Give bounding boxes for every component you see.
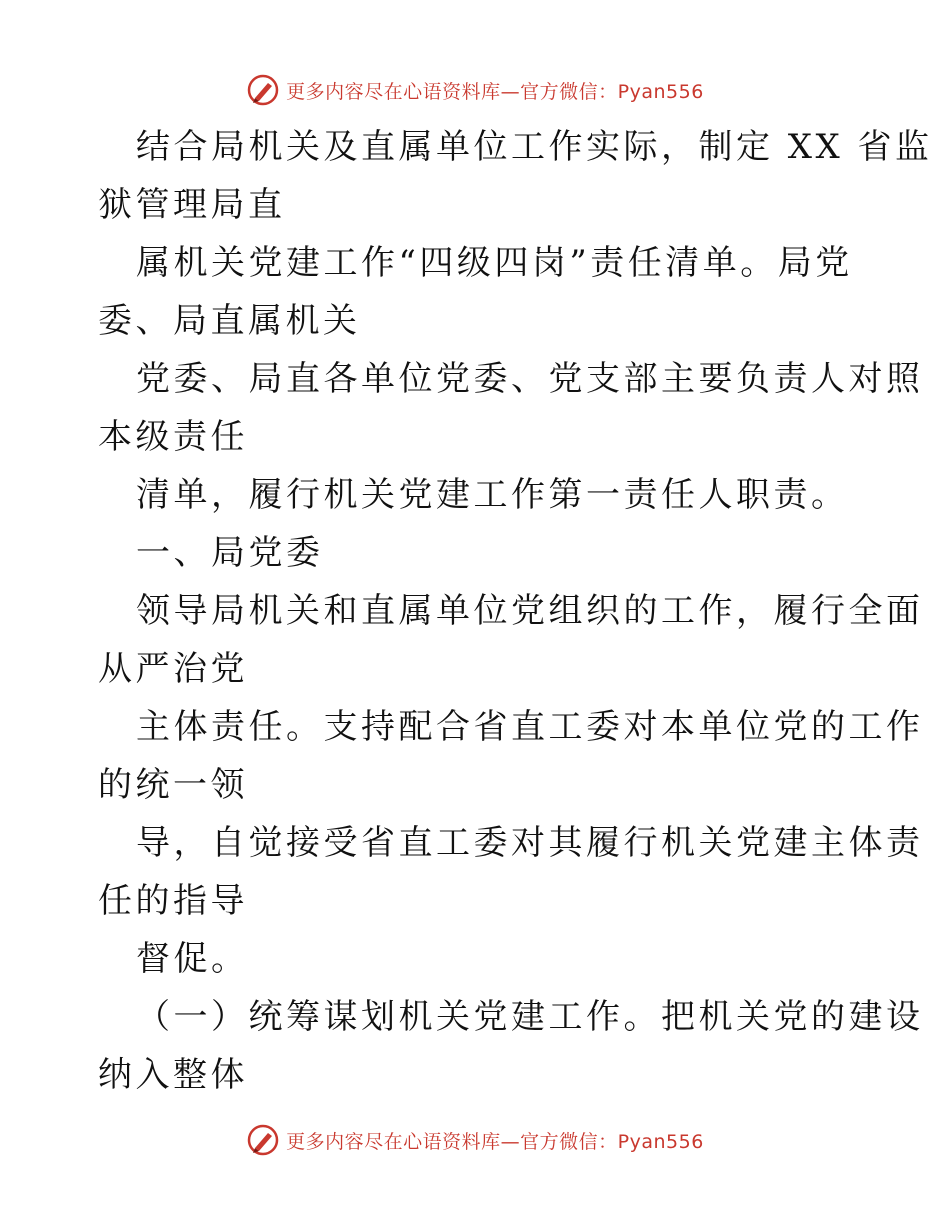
text-line: 纳入整体 xyxy=(98,1055,248,1095)
text-line: 狱管理局直 xyxy=(98,185,286,225)
text-line: 结合局机关及直属单位工作实际，制定 XX 省监 xyxy=(136,127,933,167)
text-line: 党委、局直各单位党委、党支部主要负责人对照 xyxy=(136,359,924,399)
document-body xyxy=(98,118,933,1104)
pen-logo-icon xyxy=(246,1123,280,1157)
text-line: 的统一领 xyxy=(98,765,248,805)
footer-banner-text: 更多内容尽在心语资料库—官方微信：Pyan556 xyxy=(286,1130,704,1153)
text-line: 属机关党建工作“四级四岗”责任清单。局党 xyxy=(136,243,853,283)
text-line: 主体责任。支持配合省直工委对本单位党的工作 xyxy=(136,707,924,747)
text-line: 督促。 xyxy=(136,939,249,979)
text-line: 清单，履行机关党建工作第一责任人职责。 xyxy=(136,475,849,515)
pen-logo-icon xyxy=(246,73,280,107)
text-line: 委、局直属机关 xyxy=(98,301,361,341)
text-line: 导，自觉接受省直工委对其履行机关党建主体责 xyxy=(136,823,924,863)
text-line: 一、局党委 xyxy=(136,533,324,573)
text-line: 领导局机关和直属单位党组织的工作，履行全面 xyxy=(136,591,924,631)
text-line: （一）统筹谋划机关党建工作。把机关党的建设 xyxy=(136,997,924,1037)
text-line: 任的指导 xyxy=(98,881,248,921)
header-banner-text: 更多内容尽在心语资料库—官方微信：Pyan556 xyxy=(286,80,704,103)
header-banner xyxy=(0,70,950,110)
footer-banner xyxy=(0,1120,950,1160)
text-line: 本级责任 xyxy=(98,417,248,457)
text-line: 从严治党 xyxy=(98,649,248,689)
